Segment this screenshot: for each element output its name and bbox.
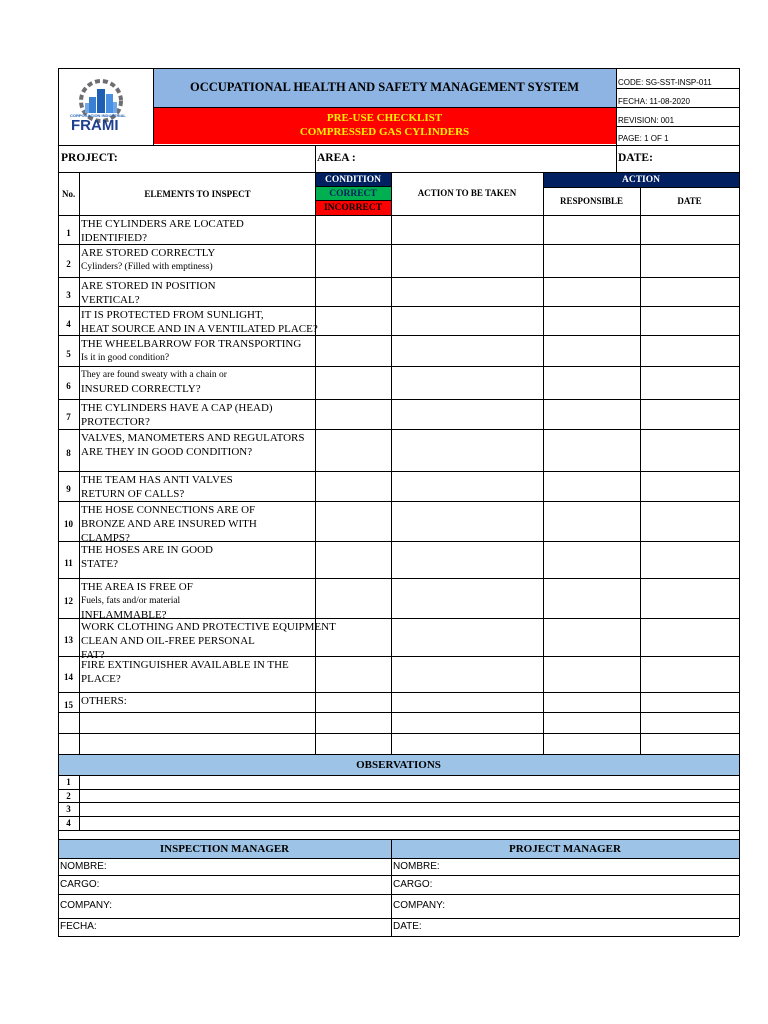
responsible-cell[interactable] (544, 619, 639, 656)
item-text: FIRE EXTINGUISHER AVAILABLE IN THE (81, 659, 289, 671)
item-text: FAT? (81, 649, 105, 661)
date-cell[interactable] (641, 657, 738, 692)
action-cell[interactable] (392, 579, 542, 618)
checklist-title-line1: PRE-USE CHECKLIST (326, 112, 443, 124)
project-field[interactable] (135, 146, 313, 171)
item-text: IT IS PROTECTED FROM SUNLIGHT, (81, 309, 264, 321)
doc-revision: REVISION: 001 (618, 116, 675, 125)
responsible-cell[interactable] (544, 400, 639, 429)
action-cell[interactable] (392, 307, 542, 335)
inspection-manager-fecha-label: FECHA: (60, 921, 97, 932)
project-label: PROJECT: (61, 152, 118, 164)
item-text: STATE? (81, 558, 119, 570)
doc-page: PAGE: 1 OF 1 (618, 134, 669, 143)
grid-line (58, 754, 739, 755)
date-cell[interactable] (641, 278, 738, 306)
project-manager-nombre-label: NOMBRE: (393, 860, 440, 872)
project-manager-nombre-field[interactable] (445, 859, 735, 874)
condition-cell[interactable] (316, 400, 390, 429)
item-text: VALVES, MANOMETERS AND REGULATORS (81, 432, 305, 444)
item-text: THE CYLINDERS HAVE A CAP (HEAD) (81, 402, 273, 414)
action-cell[interactable] (392, 245, 542, 277)
project-manager-cargo-label: CARGO: (393, 878, 433, 890)
item-number: 15 (64, 700, 73, 710)
action-cell[interactable] (392, 336, 542, 366)
item-text: CLEAN AND OIL-FREE PERSONAL (81, 635, 255, 647)
item-text: Is it in good condition? (81, 353, 170, 363)
observation-field[interactable] (80, 803, 738, 815)
grid-line (543, 187, 739, 188)
date-cell[interactable] (641, 430, 738, 471)
date-label: DATE: (618, 152, 653, 164)
observation-number: 3 (66, 804, 71, 814)
item-text: THE AREA IS FREE OF (81, 581, 193, 593)
responsible-cell[interactable] (544, 336, 639, 366)
item-number: 9 (66, 484, 71, 494)
observation-field[interactable] (80, 776, 738, 788)
inspection-manager-company-field[interactable] (110, 895, 388, 917)
action-header: ACTION (621, 175, 660, 185)
grid-line (58, 712, 739, 713)
observation-number: 1 (66, 777, 71, 787)
project-manager-company-field[interactable] (445, 895, 735, 917)
action-cell[interactable] (392, 472, 542, 501)
observation-field[interactable] (80, 790, 738, 802)
condition-cell[interactable] (316, 367, 390, 399)
grid-line (58, 936, 739, 937)
item-text: Cylinders? (Filled with emptiness) (81, 262, 213, 272)
project-manager-date-field[interactable] (445, 919, 735, 935)
area-label: AREA : (317, 152, 356, 164)
action-cell[interactable] (392, 216, 542, 244)
item-text: HEAT SOURCE AND IN A VENTILATED PLACE? (81, 323, 318, 335)
inspection-manager-cargo-field[interactable] (110, 876, 388, 893)
date-cell[interactable] (641, 619, 738, 656)
condition-cell[interactable] (316, 657, 390, 692)
condition-cell[interactable] (316, 430, 390, 471)
responsible-cell[interactable] (544, 657, 639, 692)
item-text: OTHERS: (81, 695, 127, 707)
item-text: THE HOSE CONNECTIONS ARE OF (81, 504, 256, 516)
doc-code: CODE: SG-SST-INSP-011 (618, 78, 712, 87)
area-field[interactable] (360, 146, 614, 171)
condition-header: CONDITION (325, 175, 381, 185)
action-cell[interactable] (392, 619, 542, 656)
observation-field[interactable] (80, 817, 738, 829)
item-text: THE WHEELBARROW FOR TRANSPORTING (81, 338, 302, 350)
item-text: THE CYLINDERS ARE LOCATED (81, 218, 244, 230)
responsible-cell[interactable] (544, 307, 639, 335)
item-number: 13 (64, 635, 73, 645)
inspection-manager-title: INSPECTION MANAGER (159, 843, 290, 855)
observation-number: 2 (66, 791, 71, 801)
checklist-title-line2: COMPRESSED GAS CYLINDERS (299, 126, 470, 138)
item-text: Fuels, fats and/or material (81, 596, 181, 606)
responsible-cell[interactable] (544, 579, 639, 618)
system-title: OCCUPATIONAL HEALTH AND SAFETY MANAGEMENT SYSTEM (189, 80, 580, 94)
project-manager-date-label: DATE: (393, 921, 422, 932)
condition-cell[interactable] (316, 336, 390, 366)
item-text: CLAMPS? (81, 532, 130, 544)
action-cell[interactable] (392, 430, 542, 471)
responsible-cell[interactable] (544, 367, 639, 399)
date-cell[interactable] (641, 336, 738, 366)
action-cell[interactable] (392, 367, 542, 399)
inspection-manager-company-label: COMPANY: (60, 900, 113, 911)
item-text: RETURN OF CALLS? (81, 488, 185, 500)
item-text: VERTICAL? (81, 294, 140, 306)
item-text: ARE STORED CORRECTLY (81, 247, 216, 259)
condition-cell[interactable] (316, 307, 390, 335)
item-text: They are found sweaty with a chain or (81, 370, 227, 380)
responsible-cell[interactable] (544, 278, 639, 306)
responsible-cell[interactable] (544, 502, 639, 541)
date-cell[interactable] (641, 693, 738, 712)
condition-cell[interactable] (316, 245, 390, 277)
date-cell[interactable] (641, 400, 738, 429)
item-text: PLACE? (81, 673, 121, 685)
date-cell[interactable] (641, 502, 738, 541)
date-cell[interactable] (641, 245, 738, 277)
grid-line (79, 172, 80, 754)
item-number: 6 (66, 380, 71, 391)
item-number: 7 (66, 412, 71, 422)
date-cell[interactable] (641, 579, 738, 618)
item-text: PROTECTOR? (81, 416, 150, 428)
condition-cell[interactable] (316, 693, 390, 712)
item-number: 1 (66, 227, 71, 238)
item-number: 11 (64, 557, 73, 568)
inspection-manager-cargo-label: CARGO: (60, 878, 100, 890)
responsible-cell[interactable] (544, 245, 639, 277)
item-text: ARE THEY IN GOOD CONDITION? (81, 446, 253, 458)
condition-cell[interactable] (316, 619, 390, 656)
date-cell[interactable] (641, 472, 738, 501)
action-cell[interactable] (392, 693, 542, 712)
grid-line (58, 839, 739, 840)
item-text: THE TEAM HAS ANTI VALVES (81, 474, 233, 486)
condition-cell[interactable] (316, 579, 390, 618)
logo-tagline: CORPORACION INDUSTRIAL (70, 113, 126, 118)
grid-line (739, 68, 740, 936)
grid-line (153, 107, 616, 108)
condition-cell[interactable] (316, 278, 390, 306)
item-number: 12 (64, 596, 73, 606)
action-cell[interactable] (392, 502, 542, 541)
grid-line (616, 145, 617, 172)
inspection-manager-nombre-label: NOMBRE: (60, 860, 107, 872)
item-text: INSURED CORRECTLY? (81, 383, 201, 395)
no-header: No. (62, 189, 76, 199)
action-cell[interactable] (392, 657, 542, 692)
responsible-cell[interactable] (544, 216, 639, 244)
item-text: WORK CLOTHING AND PROTECTIVE EQUIPMENT (81, 621, 336, 633)
project-manager-cargo-field[interactable] (445, 876, 735, 893)
item-text: THE HOSES ARE IN GOOD (81, 544, 213, 556)
responsible-cell[interactable] (544, 472, 639, 501)
date-cell[interactable] (641, 542, 738, 578)
inspection-manager-fecha-field[interactable] (110, 919, 388, 935)
item-number: 8 (66, 448, 71, 458)
project-manager-company-label: COMPANY: (393, 900, 446, 911)
inspection-manager-nombre-field[interactable] (110, 859, 388, 874)
grid-line (58, 733, 739, 734)
item-number: 2 (66, 258, 71, 269)
observation-number: 4 (66, 818, 71, 828)
project-manager-title: PROJECT MANAGER (509, 843, 621, 855)
grid-line (58, 830, 739, 831)
elements-header: ELEMENTS TO INSPECT (144, 189, 251, 199)
condition-cell[interactable] (316, 472, 390, 501)
grid-line (58, 68, 739, 69)
item-text: ARE STORED IN POSITION (81, 280, 216, 292)
item-text: IDENTIFIED? (81, 232, 147, 244)
doc-fecha: FECHA: 11-08-2020 (618, 97, 690, 106)
condition-cell[interactable] (316, 542, 390, 578)
item-text: BRONZE AND ARE INSURED WITH (81, 518, 257, 530)
date-header: DATE (677, 196, 702, 206)
correct-header: CORRECT (329, 189, 377, 199)
item-number: 3 (66, 289, 71, 300)
incorrect-header: INCORRECT (323, 203, 383, 213)
item-number: 4 (66, 318, 71, 329)
date-cell[interactable] (641, 216, 738, 244)
date-cell[interactable] (641, 307, 738, 335)
responsible-cell[interactable] (544, 542, 639, 578)
date-cell[interactable] (641, 367, 738, 399)
responsible-cell[interactable] (544, 430, 639, 471)
item-text: INFLAMMABLE? (81, 609, 167, 621)
item-number: 5 (66, 348, 71, 359)
action-to-take-header: ACTION TO BE TAKEN (417, 188, 517, 198)
date-field[interactable] (660, 146, 738, 171)
responsible-header: RESPONSIBLE (559, 196, 624, 206)
action-cell[interactable] (392, 542, 542, 578)
observations-title: OBSERVATIONS (356, 759, 441, 771)
responsible-cell[interactable] (544, 693, 639, 712)
grid-line (315, 145, 316, 172)
condition-cell[interactable] (316, 216, 390, 244)
item-number: 10 (64, 519, 73, 529)
action-cell[interactable] (392, 278, 542, 306)
logo-name: FRAMI (71, 117, 119, 134)
action-cell[interactable] (392, 400, 542, 429)
condition-cell[interactable] (316, 502, 390, 541)
item-number: 14 (64, 672, 73, 682)
